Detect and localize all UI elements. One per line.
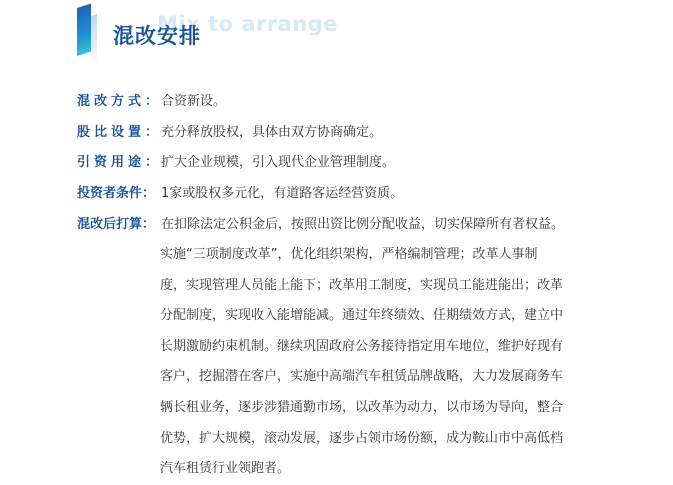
item-label: 混改方式： — [77, 94, 163, 109]
item-value: 扩大企业规模，引入现代企业管理制度。 — [161, 155, 396, 170]
header-accent-shadow — [91, 14, 97, 66]
item-row-share-ratio — [77, 125, 382, 141]
item-row-post-reform-plan — [77, 217, 564, 233]
item-row-investor-conditions — [77, 186, 403, 202]
plan-line: 客户，挖掘潜在客户，实施中高端汽车租赁品牌战略，大力发展商务车 — [160, 369, 564, 385]
plan-line: 长期激励约束机制。继续巩固政府公务接待指定用车地位，维护好现有 — [160, 338, 564, 354]
item-value: 合资新设。 — [161, 94, 227, 109]
item-row-capital-use — [77, 155, 395, 171]
header-watermark: Mix to arrange — [157, 12, 339, 36]
plan-line: 实施“三项制度改革”，优化组织架构，严格编制管理；改革人事制 — [160, 247, 538, 262]
item-label: 投资者条件： — [77, 186, 156, 201]
page-title: 混改安排 — [113, 24, 201, 48]
plan-paragraph — [160, 240, 596, 485]
header-accent-bar — [77, 3, 91, 56]
plan-line: 汽车租赁行业领跑者。 — [160, 461, 291, 477]
plan-line: 度，实现管理人员能上能下；改革用工制度，实现员工能进能出；改革 — [160, 277, 564, 293]
item-value: 1家或股权多元化，有道路客运经营资质。 — [161, 186, 404, 201]
item-label: 引资用途： — [77, 155, 163, 170]
item-label: 股比设置： — [77, 125, 163, 140]
plan-line: 分配制度，实现收入能增能减。通过年终绩效、任期绩效方式，建立中 — [160, 308, 564, 324]
plan-line: 辆长租业务，逐步涉猎通勤市场，以改革为动力，以市场为导向，整合 — [160, 399, 564, 415]
item-row-mix-method — [77, 94, 226, 110]
item-value: 充分释放股权，具体由双方协商确定。 — [161, 125, 383, 140]
plan-line: 优势，扩大规模，滚动发展，逐步占领市场份额，成为鞍山市中高低档 — [160, 430, 564, 446]
item-value: 在扣除法定公积金后，按照出资比例分配收益，切实保障所有者权益。 — [161, 217, 565, 232]
item-label: 混改后打算： — [77, 217, 156, 232]
